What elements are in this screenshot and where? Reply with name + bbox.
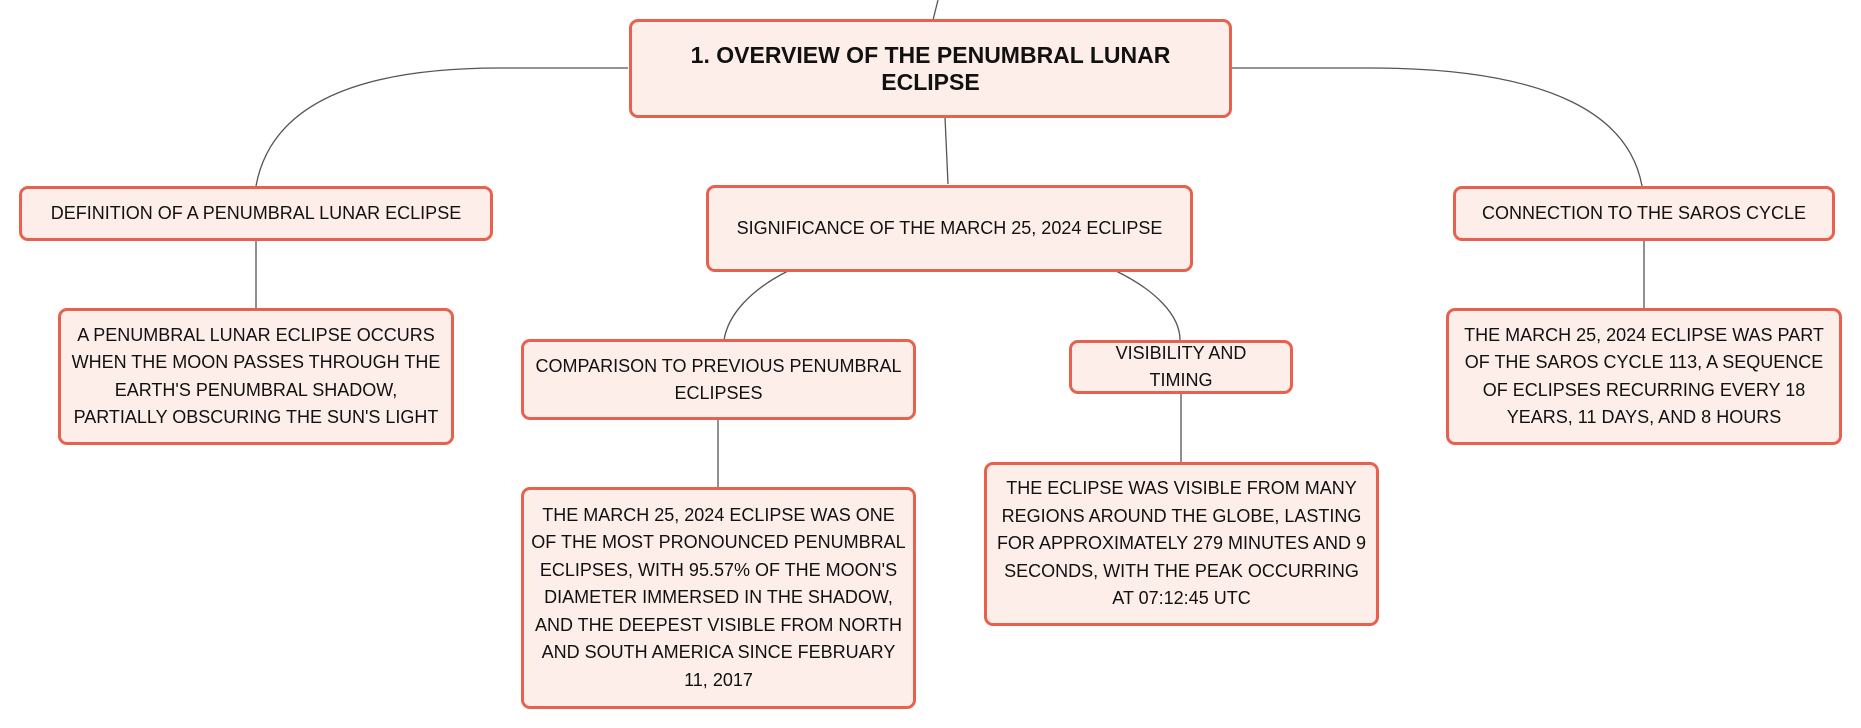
connector-root-parent: [933, 0, 938, 20]
connector-root-definition: [256, 68, 628, 186]
visibility-node-label: VISIBILITY AND TIMING: [1115, 343, 1247, 390]
saros-detail-text: THE MARCH 25, 2024 ECLIPSE WAS PART OF THE SAROS CYCLE 113, A SEQUENCE OF ECLIPSES RECURRING EVERY 18 YEARS, 11 DAYS, AND 8 HOURS: [1464, 324, 1824, 427]
connector-root-significance: [945, 117, 948, 184]
comparison-detail-text: THE MARCH 25, 2024 ECLIPSE WAS ONE OF THE MOST PRONOUNCED PENUMBRAL ECLIPSES, WITH 95.57% OF THE MOON'S DIAMETER IMMERSED IN THE SHADOW, AND THE DEEPEST VISIBLE FROM NORTH AND SOUTH AMERICA SINCE FEBRUARY 11, 2017: [531, 504, 906, 690]
definition-detail-node[interactable]: [58, 308, 454, 445]
connector-root-saros: [1231, 68, 1642, 186]
saros-node-label: CONNECTION TO THE SAROS CYCLE: [1481, 203, 1807, 223]
root-node-label: 1. OVERVIEW OF THE PENUMBRAL LUNAR ECLIPSE: [690, 41, 1171, 95]
definition-detail-text: A PENUMBRAL LUNAR ECLIPSE OCCURS WHEN THE MOON PASSES THROUGH THE EARTH'S PENUMBRAL SHADOW, PARTIALLY OBSCURING THE SUN'S LIGHT: [71, 324, 441, 427]
saros-node[interactable]: [1453, 186, 1835, 241]
comparison-node-label: COMPARISON TO PREVIOUS PENUMBRAL ECLIPSES: [535, 355, 902, 403]
visibility-node[interactable]: [1069, 340, 1293, 394]
comparison-detail-node[interactable]: [521, 487, 916, 709]
significance-node[interactable]: [706, 185, 1193, 272]
root-node[interactable]: [629, 19, 1232, 118]
definition-node[interactable]: [19, 186, 493, 241]
definition-node-label: DEFINITION OF A PENUMBRAL LUNAR ECLIPSE: [50, 203, 462, 223]
visibility-detail-node[interactable]: [984, 462, 1379, 626]
visibility-detail-text: THE ECLIPSE WAS VISIBLE FROM MANY REGIONS AROUND THE GLOBE, LASTING FOR APPROXIMATELY 279 MINUTES AND 9 SECONDS, WITH THE PEAK OCCURRING AT 07:12:45 UTC: [996, 478, 1367, 609]
significance-node-label: SIGNIFICANCE OF THE MARCH 25, 2024 ECLIPSE: [736, 218, 1163, 238]
connector-significance-comparison: [724, 271, 788, 340]
connector-significance-visibility: [1116, 271, 1180, 340]
comparison-node[interactable]: [521, 339, 916, 420]
saros-detail-node[interactable]: [1446, 308, 1842, 445]
